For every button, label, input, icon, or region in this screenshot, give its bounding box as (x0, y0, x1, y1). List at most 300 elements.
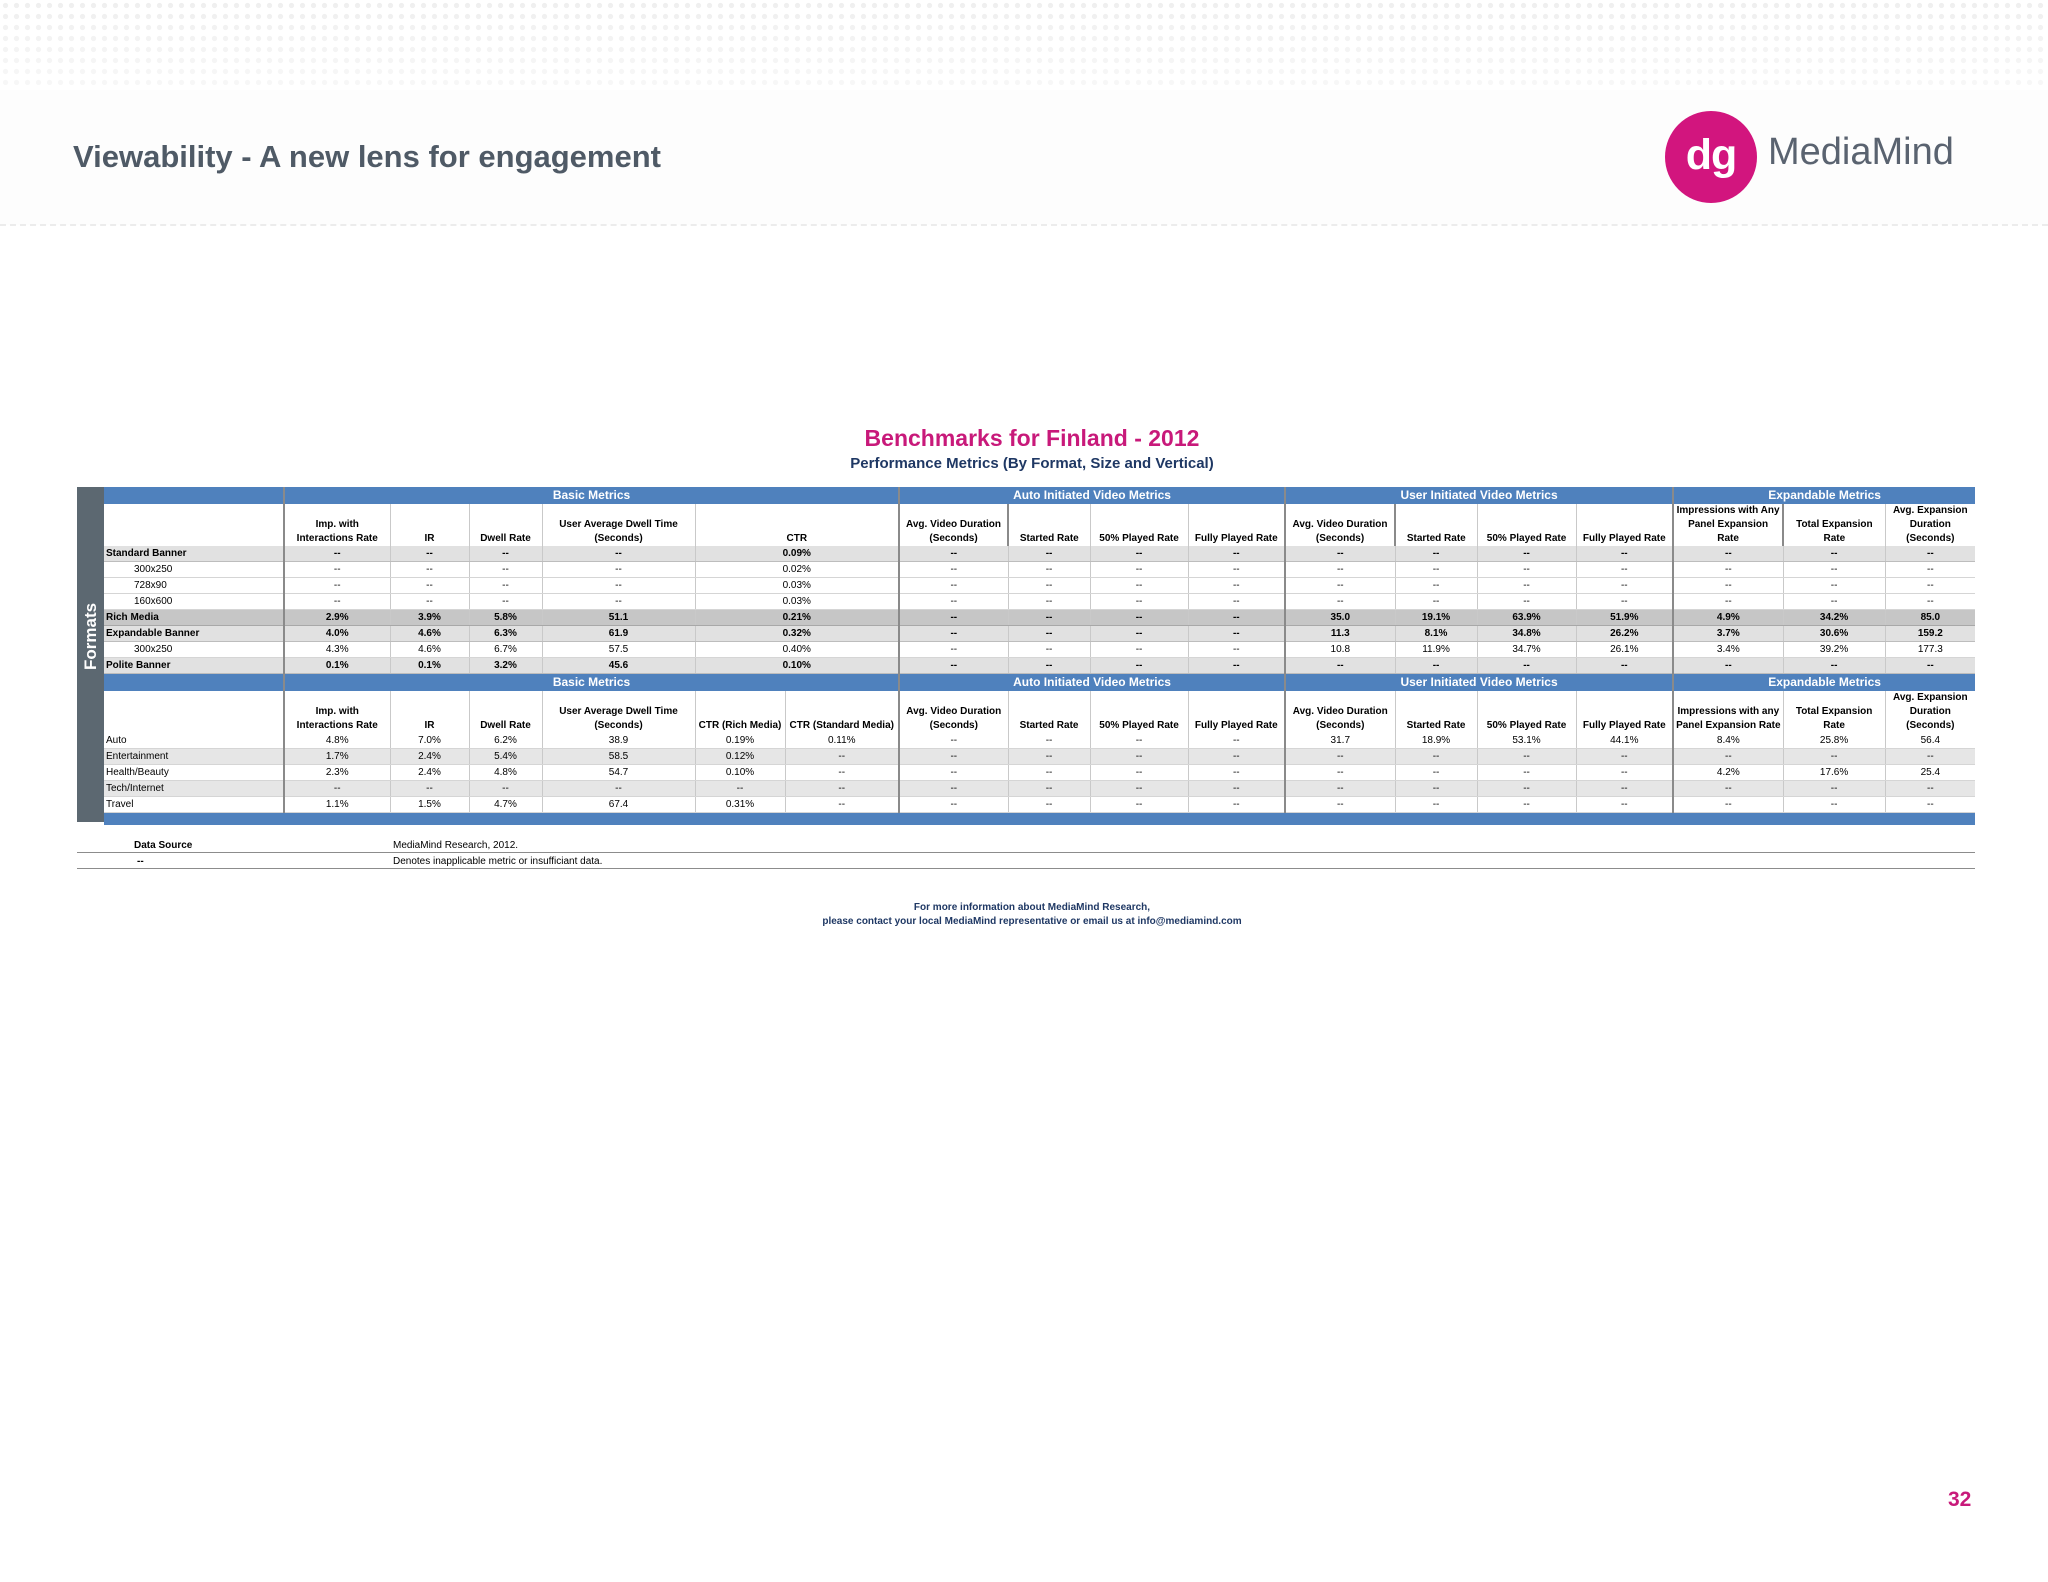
metric-cell: -- (1090, 562, 1188, 578)
metric-cell: -- (1285, 797, 1395, 813)
metric-cell: 0.03% (695, 594, 899, 610)
metric-cell: 30.6% (1783, 626, 1885, 642)
metric-cell: -- (1188, 749, 1285, 765)
section-header: Basic Metrics (284, 487, 899, 504)
metric-cell: 7.0% (390, 733, 469, 749)
metric-cell: -- (1285, 749, 1395, 765)
metric-cell: -- (1477, 749, 1576, 765)
metric-cell: -- (1090, 749, 1188, 765)
column-header-row (104, 504, 1975, 546)
metric-cell: -- (1885, 578, 1975, 594)
column-header: User Average Dwell Time (Seconds) (542, 504, 695, 546)
section-blank-cell (104, 674, 284, 692)
metric-cell: 18.9% (1395, 733, 1477, 749)
metric-cell: 8.4% (1673, 733, 1783, 749)
metric-cell: -- (899, 546, 1008, 562)
format-label: Polite Banner (104, 658, 284, 674)
format-row (104, 626, 1975, 642)
column-header: CTR (Standard Media) (785, 691, 899, 733)
metric-cell: 17.6% (1783, 765, 1885, 781)
metric-cell: -- (1395, 658, 1477, 674)
metric-cell: 0.21% (695, 610, 899, 626)
column-header: IR (390, 691, 469, 733)
metric-cell: -- (1188, 562, 1285, 578)
metric-cell: -- (1090, 626, 1188, 642)
column-header: CTR (Rich Media) (695, 691, 785, 733)
formats-label: Formats (81, 602, 100, 670)
metric-cell: 11.9% (1395, 642, 1477, 658)
metric-cell: -- (1188, 642, 1285, 658)
metric-cell: 56.4 (1885, 733, 1975, 749)
column-header: Fully Played Rate (1188, 504, 1285, 546)
metric-cell: -- (1673, 594, 1783, 610)
section-header: Expandable Metrics (1673, 674, 1975, 692)
metric-cell: -- (1576, 546, 1673, 562)
metric-cell: -- (390, 781, 469, 797)
column-header (104, 504, 284, 546)
metric-cell: 0.1% (390, 658, 469, 674)
metric-cell: 26.1% (1576, 642, 1673, 658)
metric-cell: -- (1783, 562, 1885, 578)
section-header-row (104, 487, 1975, 504)
metric-cell: 58.5 (542, 749, 695, 765)
metric-cell: -- (1008, 626, 1090, 642)
metric-cell: -- (1395, 781, 1477, 797)
column-header: Started Rate (1395, 504, 1477, 546)
metric-cell: -- (1188, 626, 1285, 642)
mediamind-logo (1665, 111, 1985, 203)
column-header: CTR (695, 504, 899, 546)
metric-cell: -- (1285, 578, 1395, 594)
metric-cell: -- (1090, 797, 1188, 813)
metric-cell: -- (390, 562, 469, 578)
dash-label: -- (137, 856, 144, 867)
metric-cell: -- (785, 749, 899, 765)
column-header: Started Rate (1008, 504, 1090, 546)
metric-cell: -- (1885, 797, 1975, 813)
dg-logo-icon: dg (1665, 111, 1757, 203)
vertical-row (104, 765, 1975, 781)
metric-cell: -- (1285, 594, 1395, 610)
metric-cell: -- (1188, 658, 1285, 674)
metric-cell: -- (1188, 765, 1285, 781)
metric-cell: -- (1008, 733, 1090, 749)
data-source-value: MediaMind Research, 2012. (393, 840, 519, 851)
metric-cell: -- (899, 578, 1008, 594)
metric-cell: -- (390, 578, 469, 594)
metric-cell: -- (1673, 578, 1783, 594)
column-header (104, 691, 284, 733)
metric-cell: -- (542, 546, 695, 562)
metric-cell: 3.9% (390, 610, 469, 626)
metric-cell: 31.7 (1285, 733, 1395, 749)
metric-cell: -- (899, 562, 1008, 578)
formats-sidebar (77, 487, 104, 822)
metric-cell: -- (1090, 781, 1188, 797)
metric-cell: -- (1008, 642, 1090, 658)
metric-cell: 4.8% (284, 733, 390, 749)
metric-cell: -- (695, 781, 785, 797)
metric-cell: -- (1673, 658, 1783, 674)
metric-cell: -- (899, 781, 1008, 797)
column-header: 50% Played Rate (1090, 691, 1188, 733)
section-header: User Initiated Video Metrics (1285, 674, 1673, 692)
metric-cell: -- (1395, 578, 1477, 594)
pattern-fade (0, 0, 2048, 90)
metric-cell: 0.19% (695, 733, 785, 749)
dash-description: Denotes inapplicable metric or insufficiant data. (393, 856, 603, 867)
metric-cell: -- (1008, 765, 1090, 781)
column-header: Fully Played Rate (1188, 691, 1285, 733)
metric-cell: -- (1576, 797, 1673, 813)
metric-cell: 39.2% (1783, 642, 1885, 658)
metric-cell: -- (390, 594, 469, 610)
vertical-label: Tech/Internet (104, 781, 284, 797)
metric-cell: 0.10% (695, 658, 899, 674)
benchmark-table-body (104, 487, 1975, 825)
metric-cell: -- (284, 594, 390, 610)
column-header: Imp. with Interactions Rate (284, 504, 390, 546)
metric-cell: 25.4 (1885, 765, 1975, 781)
metric-cell: 6.2% (469, 733, 542, 749)
column-header: Started Rate (1395, 691, 1477, 733)
metric-cell: 8.1% (1395, 626, 1477, 642)
metric-cell: 5.8% (469, 610, 542, 626)
metric-cell: -- (1395, 546, 1477, 562)
metric-cell: 45.6 (542, 658, 695, 674)
metric-cell: 51.9% (1576, 610, 1673, 626)
column-header: 50% Played Rate (1090, 504, 1188, 546)
metric-cell: 159.2 (1885, 626, 1975, 642)
column-header: Avg. Video Duration (Seconds) (899, 691, 1008, 733)
vertical-label: Health/Beauty (104, 765, 284, 781)
metric-cell: -- (1285, 765, 1395, 781)
metric-cell: 0.09% (695, 546, 899, 562)
benchmark-table (104, 487, 1975, 825)
metric-cell: 4.6% (390, 626, 469, 642)
metric-cell: -- (284, 562, 390, 578)
metric-cell: -- (1673, 781, 1783, 797)
column-header: Avg. Video Duration (Seconds) (1285, 691, 1395, 733)
metric-cell: -- (1285, 658, 1395, 674)
metric-cell: -- (899, 626, 1008, 642)
metric-cell: -- (1008, 610, 1090, 626)
benchmark-title: Benchmarks for Finland - 2012 (864, 425, 1200, 451)
metric-cell: -- (1090, 765, 1188, 781)
metric-cell: 61.9 (542, 626, 695, 642)
format-row (104, 658, 1975, 674)
section-blank-cell (104, 487, 284, 504)
metric-cell: 19.1% (1395, 610, 1477, 626)
format-label: Expandable Banner (104, 626, 284, 642)
metric-cell: -- (1477, 594, 1576, 610)
format-label: 300x250 (104, 562, 284, 578)
metric-cell: -- (1885, 749, 1975, 765)
metric-cell: -- (899, 610, 1008, 626)
metric-cell: -- (1188, 781, 1285, 797)
metric-cell: -- (1885, 781, 1975, 797)
rule-line (77, 852, 1975, 853)
metric-cell: 0.11% (785, 733, 899, 749)
metric-cell: -- (469, 562, 542, 578)
format-label: 728x90 (104, 578, 284, 594)
metric-cell: 1.1% (284, 797, 390, 813)
logo-wordmark: MediaMind (1768, 131, 1954, 173)
metric-cell: -- (469, 594, 542, 610)
vertical-row (104, 781, 1975, 797)
metric-cell: -- (1783, 658, 1885, 674)
metric-cell: -- (1783, 578, 1885, 594)
metric-cell: 4.8% (469, 765, 542, 781)
metric-cell: -- (1477, 562, 1576, 578)
format-row (104, 594, 1975, 610)
metric-cell: 44.1% (1576, 733, 1673, 749)
metric-cell: 5.4% (469, 749, 542, 765)
metric-cell: -- (1188, 578, 1285, 594)
metric-cell: -- (1090, 610, 1188, 626)
column-header: Total Expansion Rate (1783, 691, 1885, 733)
metric-cell: -- (1090, 578, 1188, 594)
metric-cell: -- (1395, 594, 1477, 610)
column-header: Avg. Video Duration (Seconds) (1285, 504, 1395, 546)
metric-cell: -- (1673, 546, 1783, 562)
vertical-row (104, 749, 1975, 765)
metric-cell: -- (1008, 781, 1090, 797)
metric-cell: 54.7 (542, 765, 695, 781)
metric-cell: -- (1477, 781, 1576, 797)
metric-cell: -- (1090, 733, 1188, 749)
metric-cell: 4.7% (469, 797, 542, 813)
metric-cell: 63.9% (1477, 610, 1576, 626)
metric-cell: -- (284, 546, 390, 562)
metric-cell: -- (1395, 765, 1477, 781)
format-label: Standard Banner (104, 546, 284, 562)
metric-cell: 2.4% (390, 749, 469, 765)
format-row (104, 642, 1975, 658)
metric-cell: -- (785, 765, 899, 781)
metric-cell: 6.3% (469, 626, 542, 642)
metric-cell: -- (1885, 594, 1975, 610)
metric-cell: -- (1576, 765, 1673, 781)
section-header: Auto Initiated Video Metrics (899, 487, 1285, 504)
format-row (104, 546, 1975, 562)
column-header: Dwell Rate (469, 504, 542, 546)
metric-cell: -- (1008, 578, 1090, 594)
metric-cell: 11.3 (1285, 626, 1395, 642)
section-header: Auto Initiated Video Metrics (899, 674, 1285, 692)
metric-cell: 4.6% (390, 642, 469, 658)
metric-cell: 2.3% (284, 765, 390, 781)
metric-cell: 0.03% (695, 578, 899, 594)
metric-cell: -- (899, 642, 1008, 658)
column-header: User Average Dwell Time (Seconds) (542, 691, 695, 733)
metric-cell: -- (899, 733, 1008, 749)
metric-cell: -- (469, 578, 542, 594)
metric-cell: 2.4% (390, 765, 469, 781)
benchmark-subtitle: Performance Metrics (By Format, Size and Vertical) (850, 455, 1214, 472)
vertical-row (104, 733, 1975, 749)
metric-cell: -- (1477, 797, 1576, 813)
column-header: Imp. with Interactions Rate (284, 691, 390, 733)
format-row (104, 610, 1975, 626)
metric-cell: 35.0 (1285, 610, 1395, 626)
column-header: Started Rate (1008, 691, 1090, 733)
metric-cell: -- (899, 594, 1008, 610)
metric-cell: 38.9 (542, 733, 695, 749)
column-header: IR (390, 504, 469, 546)
vertical-label: Travel (104, 797, 284, 813)
format-label: Rich Media (104, 610, 284, 626)
metric-cell: -- (1090, 642, 1188, 658)
metric-cell: 4.9% (1673, 610, 1783, 626)
metric-cell: -- (1783, 749, 1885, 765)
footer-bar-cell (104, 813, 1975, 826)
metric-cell: -- (1008, 546, 1090, 562)
metric-cell: -- (1090, 594, 1188, 610)
metric-cell: -- (1395, 749, 1477, 765)
section-header: User Initiated Video Metrics (1285, 487, 1673, 504)
metric-cell: -- (1188, 594, 1285, 610)
metric-cell: -- (1090, 546, 1188, 562)
metric-cell: -- (1477, 546, 1576, 562)
metric-cell: -- (284, 578, 390, 594)
format-row (104, 562, 1975, 578)
metric-cell: -- (469, 781, 542, 797)
metric-cell: -- (1576, 562, 1673, 578)
metric-cell: -- (1395, 562, 1477, 578)
metric-cell: 25.8% (1783, 733, 1885, 749)
metric-cell: -- (1673, 562, 1783, 578)
metric-cell: -- (1008, 749, 1090, 765)
metric-cell: 57.5 (542, 642, 695, 658)
metric-cell: -- (1285, 781, 1395, 797)
metric-cell: -- (1576, 578, 1673, 594)
column-header-row (104, 691, 1975, 733)
column-header: 50% Played Rate (1477, 691, 1576, 733)
metric-cell: -- (1576, 658, 1673, 674)
metric-cell: -- (1395, 797, 1477, 813)
column-header: Dwell Rate (469, 691, 542, 733)
column-header: Impressions with Any Panel Expansion Rate (1673, 504, 1783, 546)
metric-cell: 3.4% (1673, 642, 1783, 658)
column-header: Fully Played Rate (1576, 504, 1673, 546)
metric-cell: -- (1885, 562, 1975, 578)
metric-cell: 2.9% (284, 610, 390, 626)
metric-cell: 85.0 (1885, 610, 1975, 626)
table-footer-bar (104, 813, 1975, 826)
metric-cell: 0.32% (695, 626, 899, 642)
metric-cell: -- (1477, 765, 1576, 781)
metric-cell: -- (1576, 749, 1673, 765)
metric-cell: 3.2% (469, 658, 542, 674)
metric-cell: 0.31% (695, 797, 785, 813)
metric-cell: -- (1477, 578, 1576, 594)
metric-cell: -- (1188, 797, 1285, 813)
metric-cell: 67.4 (542, 797, 695, 813)
metric-cell: 0.40% (695, 642, 899, 658)
vertical-label: Auto (104, 733, 284, 749)
metric-cell: -- (1673, 749, 1783, 765)
section-header: Basic Metrics (284, 674, 899, 692)
metric-cell: -- (1576, 594, 1673, 610)
metric-cell: -- (1477, 658, 1576, 674)
header-divider (0, 224, 2048, 226)
section-header-row (104, 674, 1975, 692)
contact-line-1: For more information about MediaMind Research, (913, 902, 1151, 913)
metric-cell: -- (1008, 594, 1090, 610)
metric-cell: -- (1188, 546, 1285, 562)
metric-cell: 34.8% (1477, 626, 1576, 642)
metric-cell: -- (1885, 546, 1975, 562)
metric-cell: -- (1008, 797, 1090, 813)
column-header: Fully Played Rate (1576, 691, 1673, 733)
metric-cell: -- (542, 781, 695, 797)
contact-line-2: please contact your local MediaMind representative or email us at info@mediamind.com (822, 916, 1242, 927)
metric-cell: -- (785, 797, 899, 813)
metric-cell: -- (1090, 658, 1188, 674)
metric-cell: 53.1% (1477, 733, 1576, 749)
metric-cell: 3.7% (1673, 626, 1783, 642)
slide-title: Viewability - A new lens for engagement (73, 139, 661, 174)
column-header: Avg. Expansion Duration (Seconds) (1885, 691, 1975, 733)
metric-cell: -- (542, 594, 695, 610)
metric-cell: 1.7% (284, 749, 390, 765)
metric-cell: -- (899, 765, 1008, 781)
metric-cell: -- (542, 562, 695, 578)
metric-cell: -- (1783, 594, 1885, 610)
metric-cell: 6.7% (469, 642, 542, 658)
metric-cell: -- (1008, 658, 1090, 674)
metric-cell: -- (1885, 658, 1975, 674)
metric-cell: -- (390, 546, 469, 562)
section-header: Expandable Metrics (1673, 487, 1975, 504)
format-label: 160x600 (104, 594, 284, 610)
metric-cell: -- (899, 749, 1008, 765)
metric-cell: -- (1008, 562, 1090, 578)
metric-cell: 0.10% (695, 765, 785, 781)
metric-cell: -- (469, 546, 542, 562)
metric-cell: 10.8 (1285, 642, 1395, 658)
metric-cell: 4.3% (284, 642, 390, 658)
metric-cell: -- (1285, 562, 1395, 578)
format-label: 300x250 (104, 642, 284, 658)
metric-cell: -- (1188, 733, 1285, 749)
metric-cell: -- (1285, 546, 1395, 562)
metric-cell: 34.7% (1477, 642, 1576, 658)
column-header: 50% Played Rate (1477, 504, 1576, 546)
metric-cell: 34.2% (1783, 610, 1885, 626)
metric-cell: 0.1% (284, 658, 390, 674)
metric-cell: 4.0% (284, 626, 390, 642)
metric-cell: -- (899, 658, 1008, 674)
metric-cell: -- (542, 578, 695, 594)
column-header: Impressions with any Panel Expansion Rate (1673, 691, 1783, 733)
metric-cell: -- (1576, 781, 1673, 797)
rule-line (77, 868, 1975, 869)
column-header: Avg. Video Duration (Seconds) (899, 504, 1008, 546)
metric-cell: -- (1673, 797, 1783, 813)
metric-cell: -- (284, 781, 390, 797)
metric-cell: -- (1188, 610, 1285, 626)
metric-cell: -- (899, 797, 1008, 813)
metric-cell: 26.2% (1576, 626, 1673, 642)
metric-cell: -- (1783, 546, 1885, 562)
vertical-row (104, 797, 1975, 813)
metric-cell: 1.5% (390, 797, 469, 813)
metric-cell: -- (785, 781, 899, 797)
vertical-label: Entertainment (104, 749, 284, 765)
page-number: 32 (1948, 1488, 1972, 1511)
